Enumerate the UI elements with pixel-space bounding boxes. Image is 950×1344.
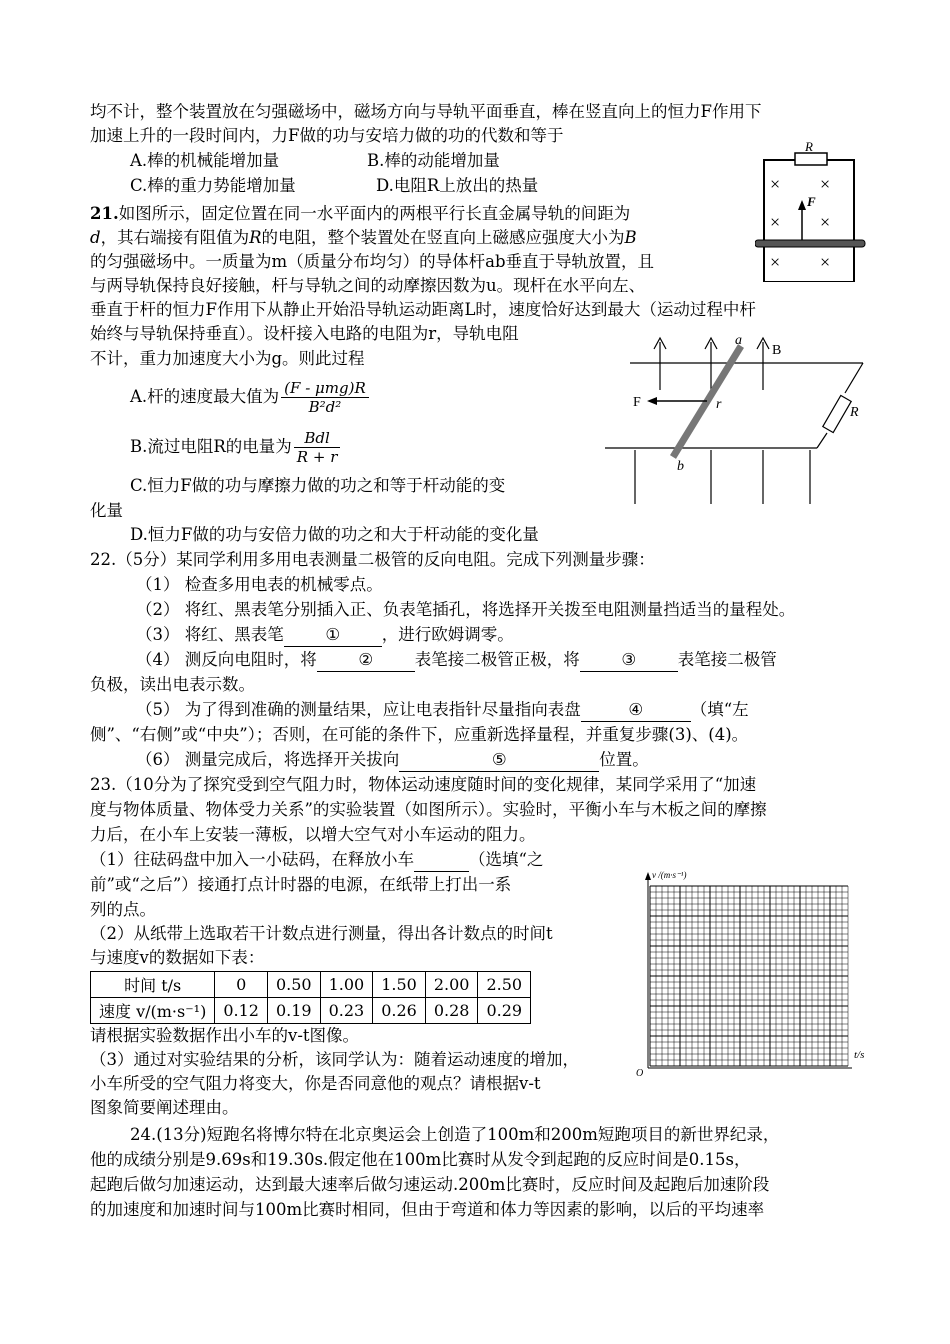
table-cell: 2.50: [478, 972, 531, 998]
table-row: [91, 998, 531, 1024]
q21-line-1: 21.如图所示，固定位置在同一水平面内的两根平行长直金属导轨的间距为: [90, 204, 631, 223]
table-cell: 0.50: [267, 972, 320, 998]
q22-blank-2[interactable]: ②: [317, 649, 415, 672]
q20-option-d: D.电阻R上放出的热量: [376, 176, 539, 195]
q21-option-c-line-1: C.恒力F做的功与摩擦力做的功之和等于杆动能的变: [130, 476, 506, 495]
q20-option-b: B.棒的动能增加量: [367, 151, 500, 170]
q21-line-2: d，其右端接有阻值为R的电阻，整个装置处在竖直向上磁感应强度大小为B: [90, 228, 637, 247]
q21-resistor-label: R: [850, 405, 859, 420]
q22-step-2: （2） 将红、黑表笔分别插入正、负表笔插孔，将选择开关拨至电阻测量挡适当的量程处。: [136, 600, 796, 619]
table-cell: 0.23: [320, 998, 373, 1024]
q23-part-1-line-2: 前”或“之后”）接通打点计时器的电源，在纸带上打出一系: [90, 875, 512, 894]
q20-option-a: A.棒的机械能增加量: [130, 151, 280, 170]
q22-step-5: （5） 为了得到准确的测量结果，应让电表指针尽量指向表盘 ④ （填“左: [136, 699, 749, 722]
table-cell: 0.12: [215, 998, 268, 1024]
q22-step-4: （4） 测反向电阻时，将 ② 表笔接二极管正极，将 ③ 表笔接二极管: [136, 649, 777, 672]
table-cell: 0.26: [373, 998, 426, 1024]
q23-line-2: 度与物体质量、物体受力关系”的实验装置（如图所示）。实验时，平衡小车与木板之间的摩擦: [90, 800, 767, 819]
q20-line-1: 均不计，整个装置放在匀强磁场中，磁场方向与导轨平面垂直，棒在竖直向上的恒力F作用下: [90, 102, 762, 121]
q24-line-4: 的加速度和加速时间与100m比赛时相同，但由于弯道和体力等因素的影响，以后的平均速率: [90, 1200, 765, 1219]
q23-vt-graph[interactable]: [630, 868, 875, 1078]
q21-figure: [605, 330, 870, 508]
table-cell: 0.29: [478, 998, 531, 1024]
q20-force-label: F: [807, 194, 816, 209]
q20-resistor: [795, 153, 827, 165]
q20-cross: ×: [770, 252, 781, 272]
table-cell: 2.00: [425, 972, 478, 998]
table-cell: 1.50: [373, 972, 426, 998]
q22-step-3: （3） 将红、黑表笔 ① ，进行欧姆调零。: [136, 624, 514, 647]
q21-field-label: B: [772, 343, 782, 358]
q23-part-1-line-3: 列的点。: [90, 900, 156, 919]
q24-line-3: 起跑后做匀加速运动，达到最大速率后做匀速运动.200m比赛时，反应时间及起跑后加速阶段: [90, 1175, 770, 1194]
q22-blank-5[interactable]: ⑤: [399, 749, 599, 772]
q20-cross: ×: [820, 212, 831, 232]
q22-blank-1[interactable]: ①: [284, 624, 382, 647]
q21-rod-label-b: b: [677, 459, 684, 474]
q22-step-6: （6） 测量完成后，将选择开关拔向 ⑤ 位置。: [136, 749, 649, 772]
q21-line-3: 的匀强磁场中。一质量为m（质量分布均匀）的导体杆ab垂直于导轨放置，且: [90, 252, 655, 271]
q22-step-5-cont: 侧”、“右侧”或“中央”）；否则，在可能的条件下，应重新选择量程，并重复步骤(3)、(4)。: [90, 725, 749, 744]
q21-line-5: 垂直于杆的恒力F作用下从静止开始沿导轨运动距离L时，速度恰好达到最大（运动过程中杆: [90, 300, 756, 319]
q21-option-a: A.杆的速度最大值为 $\frac{\text{(F - μmg)R}}{\text{B²d²}}$: [130, 377, 369, 417]
q21-option-d: D.恒力F做的功与安倍力做的功之和大于杆动能的变化量: [130, 525, 539, 544]
q23-graph-y-label: v /(m·s⁻¹): [652, 870, 687, 880]
q23-line-3: 力后，在小车上安装一薄板，以增大空气对小车运动的阻力。: [90, 825, 536, 844]
q21-option-c-line-2: 化量: [90, 501, 123, 520]
q23-part-2-line-3: 请根据实验数据作出小车的v-t图像。: [90, 1026, 360, 1045]
table-cell: 1.00: [320, 972, 373, 998]
q20-line-2: 加速上升的一段时间内，力F做的功与安培力做的功的代数和等于: [90, 126, 564, 145]
q24-line-2: 他的成绩分别是9.69s和19.30s.假定他在100m比赛时从发令到起跑的反应时间是0.15s，: [90, 1150, 751, 1169]
q22-blank-3[interactable]: ③: [580, 649, 678, 672]
q23-part-3-line-3: 图象简要阐述理由。: [90, 1098, 239, 1117]
q20-rod: [755, 240, 865, 247]
q23-blank-1[interactable]: [414, 849, 469, 872]
q23-graph-origin: O: [636, 1068, 644, 1078]
q21-option-b: B.流过电阻R的电量为 $\frac{\text{Bdl}}{R + r}$: [130, 427, 340, 467]
q22-step-4-cont: 负极，读出电表示数。: [90, 675, 255, 694]
table-row: [91, 972, 531, 998]
q24-line-1: 24.(13分)短跑名将博尔特在北京奥运会上创造了100m和200m短跑项目的新世界纪录，: [130, 1125, 780, 1144]
q22-blank-4[interactable]: ④: [581, 699, 691, 722]
q21-resistor: [823, 395, 851, 432]
q23-part-3-line-2: 小车所受的空气阻力将变大，你是否同意他的观点？请根据v-t: [90, 1074, 541, 1093]
q22-step-1: （1） 检查多用电表的机械零点。: [136, 575, 383, 594]
q21-line-6: 始终与导轨保持垂直）。设杆接入电路的电阻为r，导轨电阻: [90, 324, 519, 343]
q20-resistor-label: R: [805, 140, 813, 154]
q21-rod-label-a: a: [735, 333, 742, 348]
q23-part-1-line-1: （1）往砝码盘中加入一小砝码，在释放小车 （选填“之: [90, 849, 543, 872]
q20-cross: ×: [820, 252, 831, 272]
q21-force-label: F: [633, 395, 641, 410]
table-cell: 速度 v/(m·s⁻¹): [91, 998, 215, 1024]
q20-figure: [755, 140, 867, 282]
q20-option-c: C.棒的重力势能增加量: [130, 176, 296, 195]
q23-part-2-line-1: （2）从纸带上选取若干计数点进行测量，得出各计数点的时间t: [90, 924, 553, 943]
q23-data-table: [90, 971, 531, 1024]
q21-line-7: 不计，重力加速度大小为g。则此过程: [90, 349, 365, 368]
q23-graph-x-label: t/s: [854, 1049, 865, 1061]
q23-part-2-line-2: 与速度v的数据如下表：: [90, 948, 265, 967]
q21-line-4: 与两导轨保持良好接触，杆与导轨之间的动摩擦因数为u。现杆在水平向左、: [90, 276, 646, 295]
table-cell: 0: [215, 972, 268, 998]
q20-cross: ×: [770, 212, 781, 232]
q22-heading: 22.（5分）某同学利用多用电表测量二极管的反向电阻。完成下列测量步骤：: [90, 550, 655, 569]
q20-cross: ×: [770, 174, 781, 194]
q23-line-1: 23.（10分为了探究受到空气阻力时，物体运动速度随时间的变化规律，某同学采用了“加速: [90, 775, 757, 794]
q20-cross: ×: [820, 174, 831, 194]
table-cell: 0.19: [267, 998, 320, 1024]
table-cell: 时间 t/s: [91, 972, 215, 998]
q23-part-3-line-1: （3）通过对实验结果的分析，该同学认为：随着运动速度的增加，: [90, 1050, 579, 1069]
table-cell: 0.28: [425, 998, 478, 1024]
q21-rod-resistance-label: r: [716, 397, 722, 412]
